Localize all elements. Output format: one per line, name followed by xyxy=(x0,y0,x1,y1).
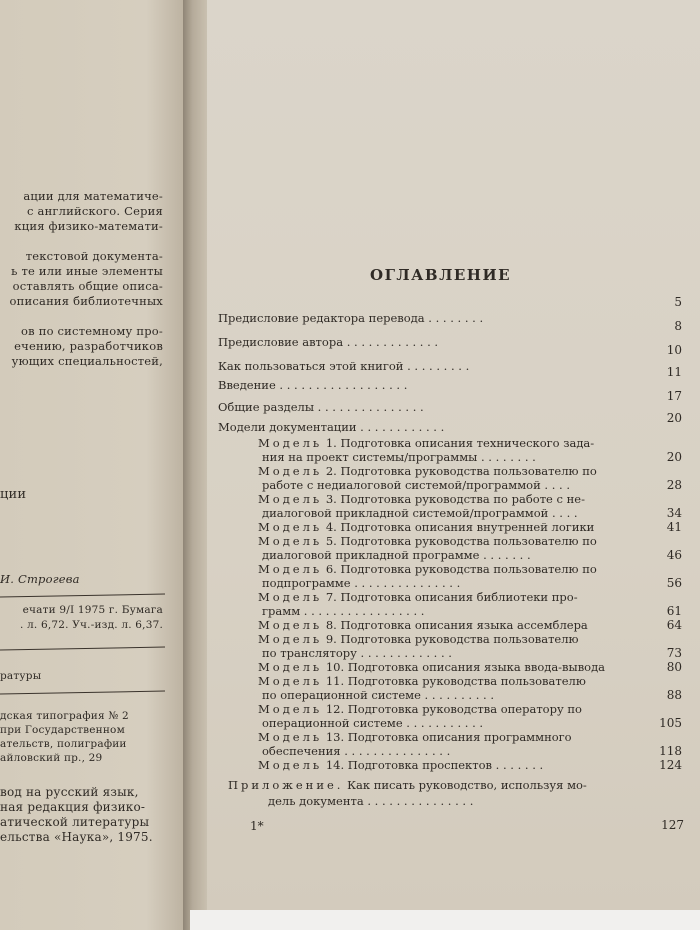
model-title-line: 14. Подготовка проспектов . . . . . . . xyxy=(325,758,544,772)
left-line: вод на русский язык, xyxy=(0,785,139,799)
model-label: Модель xyxy=(258,562,323,576)
toc-entry-text: Общие разделы . . . . . . . . . . . . . . . xyxy=(218,400,424,414)
toc-entry-text: Как пользоваться этой книгой . . . . . . . . . xyxy=(218,359,470,373)
page-number: 41 xyxy=(666,520,682,534)
page-number: 88 xyxy=(666,688,682,702)
model-title-line: ния на проект системы/программы . . . . . . . . xyxy=(262,450,536,464)
left-line: при Государственном xyxy=(0,724,125,736)
background xyxy=(190,910,700,930)
model-title-line: 1. Подготовка описания технического зада- xyxy=(325,436,595,450)
model-title-line: грамм . . . . . . . . . . . . . . . . . xyxy=(262,604,425,618)
model-line xyxy=(262,647,452,660)
page-number: 5 xyxy=(674,295,682,309)
page-number: 124 xyxy=(659,758,682,772)
divider xyxy=(0,594,165,598)
model-label: Модель xyxy=(258,758,323,772)
left-line: И. Строгева xyxy=(0,572,80,586)
model-line xyxy=(258,661,605,674)
page-number: 20 xyxy=(666,450,682,464)
model-label: Модель xyxy=(258,464,323,478)
left-line: ечати 9/I 1975 г. Бумага xyxy=(22,604,163,616)
model-label: Модель xyxy=(258,492,323,506)
model-line xyxy=(262,549,531,562)
model-label: Модель xyxy=(258,660,323,674)
model-line xyxy=(262,689,494,702)
model-line xyxy=(258,535,597,548)
page-number: 28 xyxy=(666,478,682,492)
model-title-line: по транслятору . . . . . . . . . . . . . xyxy=(262,646,452,660)
page-number: 61 xyxy=(666,604,682,618)
left-line: ратуры xyxy=(0,670,42,682)
left-page xyxy=(0,0,183,930)
left-line: кция физико-математи- xyxy=(14,219,163,233)
model-line xyxy=(258,591,578,604)
model-title-line: обеспечения . . . . . . . . . . . . . . . xyxy=(262,744,451,758)
model-label: Модель xyxy=(258,632,323,646)
model-label: Модель xyxy=(258,730,323,744)
model-label: Модель xyxy=(258,618,323,632)
model-line xyxy=(262,507,578,520)
signature-mark: 1* xyxy=(250,819,264,833)
page-number: 11 xyxy=(666,365,682,379)
model-title-line: 7. Подготовка описания библиотеки про- xyxy=(325,590,578,604)
model-line xyxy=(258,465,597,478)
page-number: 73 xyxy=(666,646,682,660)
left-line: ательств, полиграфии xyxy=(0,738,127,750)
appendix-label: Приложение. xyxy=(228,778,344,792)
appendix-title-line: дель документа . . . . . . . . . . . . . . . xyxy=(268,794,474,808)
model-title-line: 13. Подготовка описания программного xyxy=(325,730,572,744)
model-line xyxy=(262,479,570,492)
model-title-line: 5. Подготовка руководства пользователю по xyxy=(325,534,597,548)
model-title-line: 3. Подготовка руководства по работе с не- xyxy=(325,492,585,506)
model-title-line: по операционной системе . . . . . . . . . . xyxy=(262,688,494,702)
left-line: айловский пр., 29 xyxy=(0,752,103,764)
model-line xyxy=(262,717,483,730)
left-line: ции xyxy=(0,487,27,502)
page-number: 105 xyxy=(659,716,682,730)
toc-entry-text: Введение . . . . . . . . . . . . . . . . . . xyxy=(218,378,408,392)
left-line: ечению, разработчиков xyxy=(14,339,163,353)
model-title-line: 9. Подготовка руководства пользователю xyxy=(325,632,579,646)
model-line xyxy=(258,731,572,744)
left-line: ь те или иные элементы xyxy=(11,264,163,278)
toc-title: ОГЛАВЛЕНИЕ xyxy=(370,266,512,284)
model-title-line: 8. Подготовка описания языка ассемблера xyxy=(325,618,588,632)
model-label: Модель xyxy=(258,520,323,534)
model-label: Модель xyxy=(258,590,323,604)
appendix-title-line: Как писать руководство, используя мо- xyxy=(347,778,587,792)
toc-entry-text: Модели документации . . . . . . . . . . . . xyxy=(218,420,445,434)
left-line: с английского. Серия xyxy=(27,204,163,218)
left-line: ельства «Наука», 1975. xyxy=(0,830,153,844)
page-number: 46 xyxy=(666,548,682,562)
model-line xyxy=(262,451,536,464)
page-number: 127 xyxy=(661,818,684,832)
model-title-line: 12. Подготовка руководства оператору по xyxy=(325,702,582,716)
model-title-line: операционной системе . . . . . . . . . . . xyxy=(262,716,484,730)
page-number: 56 xyxy=(666,576,682,590)
toc-entry-text: Предисловие автора . . . . . . . . . . . . . xyxy=(218,335,439,349)
model-line xyxy=(262,745,450,758)
left-line: оставлять общие описа- xyxy=(12,279,163,293)
left-line: . л. 6,72. Уч.-изд. л. 6,37. xyxy=(19,619,163,631)
model-line xyxy=(258,521,594,534)
page-number: 8 xyxy=(674,319,682,333)
model-title-line: 10. Подготовка описания языка ввода-вывода xyxy=(325,660,606,674)
book-gutter xyxy=(183,0,207,930)
left-line: ации для математиче- xyxy=(23,189,163,203)
model-label: Модель xyxy=(258,702,323,716)
left-line: атической литературы xyxy=(0,815,150,829)
page-number: 20 xyxy=(666,411,682,425)
model-line xyxy=(258,563,597,576)
model-line xyxy=(258,437,594,450)
model-line xyxy=(258,619,588,632)
divider xyxy=(0,691,165,695)
page-number: 64 xyxy=(666,618,682,632)
model-title-line: 4. Подготовка описания внутренней логики xyxy=(325,520,595,534)
model-line xyxy=(258,633,579,646)
left-line: ующих специальностей, xyxy=(11,354,163,368)
page-number: 34 xyxy=(666,506,682,520)
page-number: 80 xyxy=(666,660,682,674)
model-title-line: 6. Подготовка руководства пользователю по xyxy=(325,562,597,576)
toc-entry-text: Предисловие редактора перевода . . . . . . . . xyxy=(218,311,484,325)
model-line xyxy=(258,493,585,506)
model-label: Модель xyxy=(258,436,323,450)
page-number: 17 xyxy=(666,389,682,403)
page-number: 118 xyxy=(659,744,682,758)
model-title-line: диалоговой прикладной системой/программой . . . . xyxy=(262,506,578,520)
model-line xyxy=(262,605,424,618)
model-title-line: работе с недиалоговой системой/программой . . . . xyxy=(262,478,570,492)
left-line: дская типография № 2 xyxy=(0,710,129,722)
model-line xyxy=(258,675,586,688)
model-title-line: 11. Подготовка руководства пользователю xyxy=(325,674,586,688)
left-line: ная редакция физико- xyxy=(0,800,146,814)
model-title-line: подпрограмме . . . . . . . . . . . . . . . xyxy=(262,576,461,590)
model-label: Модель xyxy=(258,674,323,688)
left-line: текстовой документа- xyxy=(25,249,163,263)
left-line: ов по системному про- xyxy=(21,324,163,338)
model-line xyxy=(258,759,543,772)
model-title-line: диалоговой прикладной программе . . . . . . . xyxy=(262,548,531,562)
left-line: описания библиотечных xyxy=(9,294,163,308)
page-number: 10 xyxy=(666,343,682,357)
model-line xyxy=(262,577,460,590)
model-line xyxy=(258,703,582,716)
divider xyxy=(0,647,165,651)
model-title-line: 2. Подготовка руководства пользователю по xyxy=(325,464,597,478)
model-label: Модель xyxy=(258,534,323,548)
